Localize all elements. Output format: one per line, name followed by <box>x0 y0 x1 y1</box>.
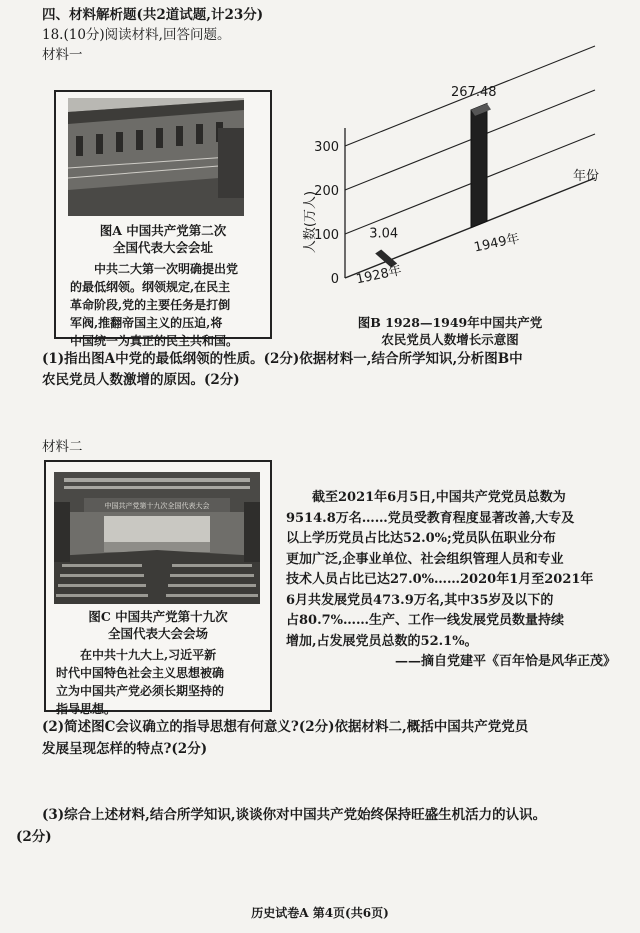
question-3-line2: (2分) <box>16 829 52 845</box>
material-2-text-line: 更加广泛,企事业单位、社会组织管理人员和专业 <box>286 551 564 567</box>
material-2-source: ——摘自党建平《百年恰是风华正茂》 <box>394 654 616 669</box>
figure-a-text-line: 中国统一为真正的民主共和国。 <box>70 334 239 348</box>
y-axis-label: 人数(万人) <box>303 190 318 254</box>
figure-a-text-line: 军阀,推翻帝国主义的压迫,将 <box>70 316 223 330</box>
material-2-text-line: 技术人员占比已达27.0%……2020年1月至2021年 <box>286 572 594 587</box>
page-footer: 历史试卷A 第4页(共6页) <box>251 906 389 920</box>
y-tick-label: 300 <box>314 140 339 155</box>
material-2-text-line: 增加,占发展党员总数的52.1%。 <box>286 633 478 649</box>
material-2-text-line: 9514.8万名……党员受教育程度显著改善,大专及 <box>286 510 575 526</box>
gridline <box>345 90 595 190</box>
material-2-text-line: 截至2021年6月5日,中国共产党党员总数为 <box>312 490 566 505</box>
question-18-stem: 18.(10分)阅读材料,回答问题。 <box>42 27 231 43</box>
material-2-text-line: 以上学历党员占比达52.0%;党员队伍职业分布 <box>286 531 556 546</box>
gridline <box>345 134 595 234</box>
question-2-line1: (2)简述图C会议确立的指导思想有何意义?(2分)依据材料二,概括中国共产党党员 <box>42 719 529 735</box>
figure-b-caption-line1: 图B 1928—1949年中国共产党 <box>357 315 543 330</box>
figure-c-text-line: 指导思想。 <box>56 702 117 716</box>
figure-a-photo <box>68 98 244 216</box>
figure-a-caption-line2: 全国代表大会会址 <box>112 240 213 255</box>
figure-a-text-line: 中共二大第一次明确提出党 <box>94 262 239 276</box>
data-label: 267.48 <box>451 84 497 100</box>
figure-a-caption-line1: 图A 中国共产党第二次 <box>99 223 227 238</box>
category-label: 1928年 <box>354 263 404 288</box>
material-2-text-line: 占80.7%……生产、工作一线发展党员数量持续 <box>286 613 565 628</box>
figure-b-caption-line2: 农民党员人数增长示意图 <box>381 332 519 347</box>
figure-c-text <box>56 646 266 718</box>
bar-1949 <box>471 104 487 228</box>
figure-c-screen-text: 中国共产党第十九次全国代表大会 <box>104 502 210 510</box>
figure-c-text-line: 立为中国共产党必须长期坚持的 <box>56 684 225 698</box>
figure-c-text-line: 在中共十九大上,习近平新 <box>80 648 217 662</box>
material-2-label: 材料二 <box>42 439 83 455</box>
material-1-label: 材料一 <box>42 47 83 63</box>
figure-a-text-line: 的最低纲领。纲领规定,在民主 <box>70 280 231 294</box>
question-1-line1: (1)指出图A中党的最低纲领的性质。(2分)依据材料一,结合所学知识,分析图B中 <box>42 351 523 367</box>
section-heading: 四、材料解析题(共2道试题,计23分) <box>42 7 264 23</box>
figure-c-caption-line2: 全国代表大会会场 <box>107 626 208 641</box>
material-2-text-line: 6月共发展党员473.9万名,其中35岁及以下的 <box>286 592 554 608</box>
figure-a-text-line: 革命阶段,党的主要任务是打倒 <box>70 298 231 312</box>
y-tick-label: 200 <box>314 184 339 199</box>
figure-b-chart <box>300 70 600 320</box>
question-2-line2: 发展呈现怎样的特点?(2分) <box>42 741 208 757</box>
y-tick-label: 0 <box>330 272 339 287</box>
figure-a-text <box>70 260 266 350</box>
question-1-line2: 农民党员人数激增的原因。(2分) <box>42 372 240 388</box>
figure-c-caption-line1: 图C 中国共产党第十九次 <box>88 609 228 624</box>
figure-c-photo <box>54 472 260 604</box>
material-2-text <box>286 488 616 673</box>
figure-c-frame <box>44 460 272 716</box>
x-axis-label: 年份 <box>573 169 600 184</box>
figure-a-frame <box>54 90 272 348</box>
question-3-line1: (3)综合上述材料,结合所学知识,谈谈你对中国共产党始终保持旺盛生机活力的认识。 <box>42 807 547 823</box>
y-tick-label: 100 <box>314 228 339 243</box>
category-label: 1949年 <box>472 231 521 256</box>
data-label: 3.04 <box>369 226 399 242</box>
figure-c-text-line: 时代中国特色社会主义思想被确 <box>56 666 225 680</box>
